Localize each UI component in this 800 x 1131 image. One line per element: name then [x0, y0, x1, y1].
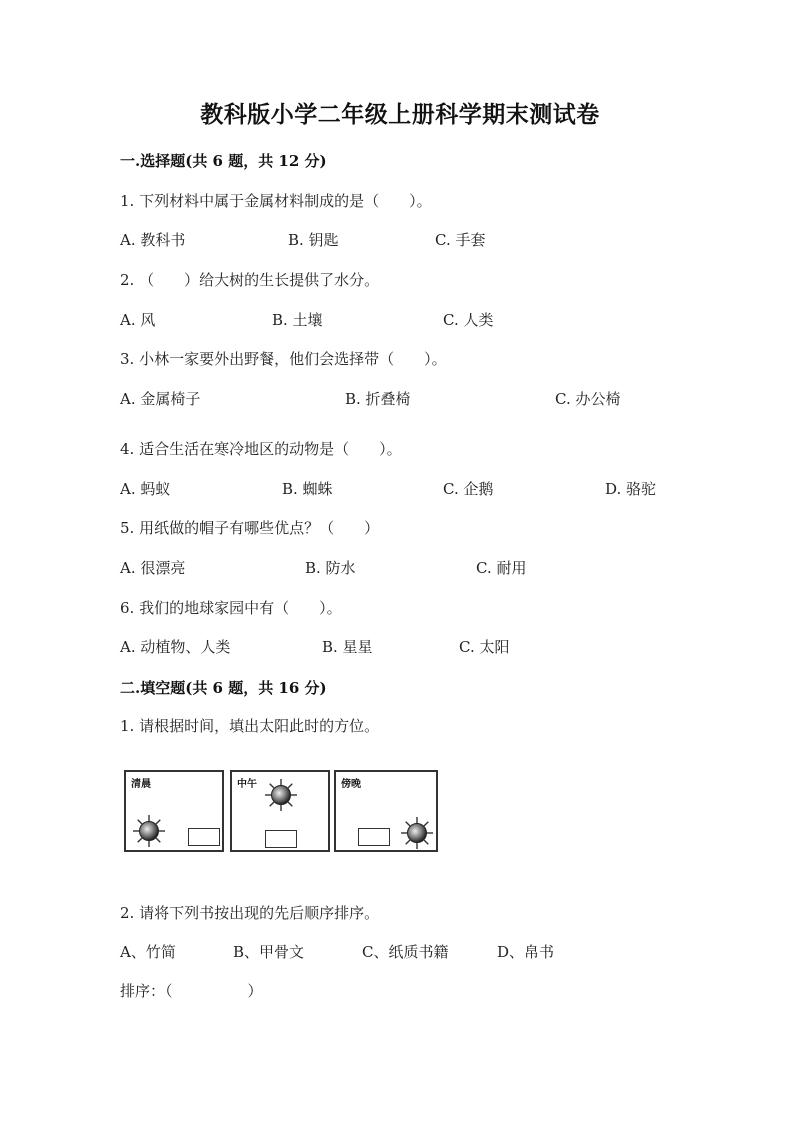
- option-3a: A. 金属椅子: [120, 390, 201, 408]
- question-2: 2. （ ）给大树的生长提供了水分。: [120, 271, 380, 289]
- option-6c: C. 太阳: [459, 638, 510, 656]
- option-3b: B. 折叠椅: [345, 390, 411, 408]
- panel-label-noon: 中午: [237, 779, 257, 790]
- question-6: 6. 我们的地球家园中有（ ）。: [120, 599, 342, 617]
- question-1: 1. 下列材料中属于金属材料制成的是（ ）。: [120, 192, 432, 210]
- option-6b: B. 星星: [322, 638, 373, 656]
- option-5b: B. 防水: [305, 559, 356, 577]
- option-2b: B. 土壤: [272, 311, 323, 329]
- book-option-a: A、竹简: [120, 943, 176, 961]
- option-4c: C. 企鹅: [443, 480, 494, 498]
- option-1c: C. 手套: [435, 231, 486, 249]
- option-4b: B. 蜘蛛: [282, 480, 333, 498]
- page-title: 教科版小学二年级上册科学期末测试卷: [200, 101, 600, 128]
- answer-box-evening[interactable]: [358, 828, 390, 846]
- option-2a: A. 风: [120, 311, 156, 329]
- panel-noon: [230, 770, 330, 852]
- section-heading-fill: 二.填空题(共 6 题，共 16 分): [120, 679, 327, 697]
- panel-label-evening: 傍晚: [341, 779, 361, 790]
- sort-answer-line: 排序：（ ）: [120, 982, 263, 1000]
- answer-box-noon[interactable]: [265, 830, 297, 848]
- option-5c: C. 耐用: [476, 559, 527, 577]
- option-6a: A. 动植物、人类: [120, 638, 231, 656]
- book-option-c: C、纸质书籍: [362, 943, 449, 961]
- option-4a: A. 蚂蚁: [120, 480, 171, 498]
- option-1b: B. 钥匙: [288, 231, 339, 249]
- panel-morning: [124, 770, 224, 852]
- fill-question-1: 1. 请根据时间，填出太阳此时的方位。: [120, 717, 380, 735]
- sun-position-figure: [124, 770, 440, 856]
- sun-icon: [264, 778, 298, 812]
- panel-label-morning: 清晨: [131, 779, 151, 790]
- option-2c: C. 人类: [443, 311, 494, 329]
- fill-question-2: 2. 请将下列书按出现的先后顺序排序。: [120, 904, 380, 922]
- sun-icon: [132, 814, 166, 848]
- book-option-d: D、帛书: [497, 943, 555, 961]
- panel-evening: [334, 770, 438, 852]
- question-5: 5. 用纸做的帽子有哪些优点？（ ）: [120, 519, 380, 537]
- option-1a: A. 教科书: [120, 231, 186, 249]
- answer-box-morning[interactable]: [188, 828, 220, 846]
- option-5a: A. 很漂亮: [120, 559, 186, 577]
- question-3: 3. 小林一家要外出野餐，他们会选择带（ ）。: [120, 350, 447, 368]
- option-3c: C. 办公椅: [555, 390, 621, 408]
- book-option-b: B、甲骨文: [233, 943, 305, 961]
- option-4d: D. 骆驼: [605, 480, 657, 498]
- section-heading-choice: 一.选择题(共 6 题，共 12 分): [120, 152, 327, 170]
- question-4: 4. 适合生活在寒冷地区的动物是（ ）。: [120, 440, 402, 458]
- sun-icon: [400, 816, 434, 850]
